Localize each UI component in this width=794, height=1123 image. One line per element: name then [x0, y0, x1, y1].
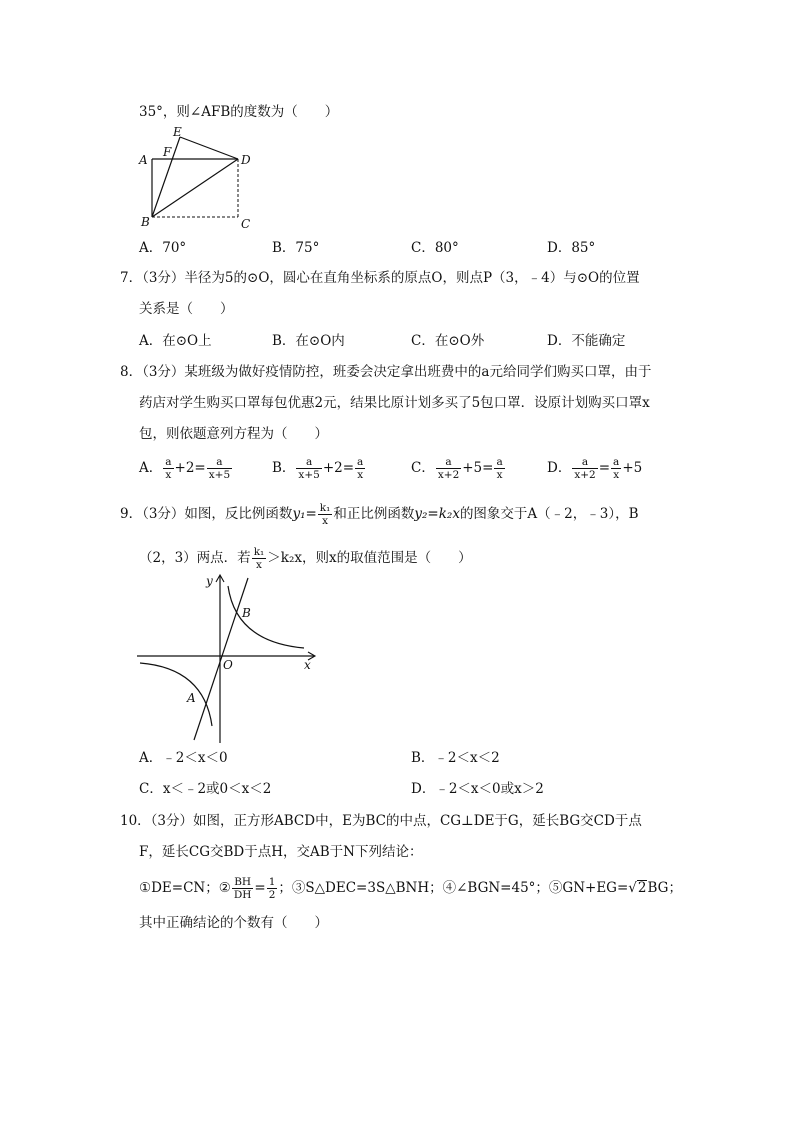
q8-option-d[interactable] — [547, 456, 642, 481]
q8-option-d-frac1 — [572, 456, 597, 481]
q8-option-d-frac2-num: a — [613, 456, 620, 468]
q8-option-a-frac1 — [163, 456, 173, 481]
q10-line4: 其中正确结论的个数有（ ） — [139, 915, 328, 931]
q9-label-x: x — [304, 658, 311, 672]
q9-line1-a: 9．（3分）如图，反比例函数 — [120, 506, 293, 522]
q9-line-y2 — [194, 578, 248, 740]
q9-line1-frac-den: x — [322, 515, 329, 527]
q10-c2-eq: = — [254, 880, 266, 896]
q8-option-c[interactable] — [411, 456, 506, 481]
q8-option-a[interactable] — [139, 456, 233, 481]
q6-option-b[interactable]: B．75° — [272, 240, 320, 256]
q9-line2-frac-den: x — [256, 559, 262, 571]
q10-c2-frac1-den: DH — [233, 889, 252, 901]
q9-label-a: A — [187, 691, 196, 705]
q8-option-d-tail: +5 — [622, 460, 643, 476]
q8-line3: 包，则依题意列方程为（ ） — [139, 426, 328, 442]
q6-option-c[interactable]: C．80° — [411, 240, 459, 256]
q8-option-c-frac1-num: a — [436, 456, 461, 469]
q8-option-a-frac2-num: a — [207, 456, 232, 469]
q9-line1-y1: y₁= — [292, 506, 317, 522]
q9-line2-frac-num: k₁ — [253, 546, 265, 558]
q8-option-d-frac2-den: x — [613, 469, 620, 481]
q8-option-c-frac2 — [494, 456, 504, 481]
q6-label-b: B — [141, 215, 150, 229]
q10-line2: F，延长CG交BD于点H，交AB于N下列结论： — [139, 844, 423, 860]
q7-option-c[interactable]: C．在⊙O外 — [411, 333, 485, 349]
q6-label-c: C — [241, 217, 251, 231]
q10-c2-frac1 — [232, 876, 254, 901]
q10-c2-frac2-den: 2 — [268, 889, 276, 901]
q8-option-a-mid: +2= — [174, 460, 206, 476]
q6-option-d[interactable]: D．85° — [547, 240, 596, 256]
q8-option-b-label: B． — [272, 460, 296, 476]
q10-c5-sqrt: 2 — [637, 880, 647, 896]
q6-segment-bd — [152, 159, 238, 217]
q8-option-a-frac2 — [207, 456, 232, 481]
q10-line1: 10．（3分）如图，正方形ABCD中，E为BC的中点，CG⊥DE于G，延长BG交CD于点 — [120, 813, 642, 829]
q9-line2-b: ＞k₂x，则x的取值范围是（ ） — [267, 550, 472, 566]
q8-option-c-frac2-den: x — [496, 469, 503, 481]
q10-conclusions — [139, 876, 682, 901]
q9-figure — [132, 568, 322, 748]
q8-option-d-frac1-den: x+2 — [574, 469, 596, 481]
q6-label-e: E — [173, 125, 182, 139]
q9-label-y: y — [206, 574, 213, 588]
q9-hyperbola-branch-1 — [228, 586, 304, 648]
q6-option-a[interactable]: A．70° — [139, 240, 187, 256]
q9-option-d[interactable]: D．﹣2＜x＜0或x＞2 — [411, 781, 544, 797]
q8-option-b-frac1-num: a — [296, 456, 321, 469]
q8-option-b-frac1 — [296, 456, 321, 481]
q7-option-d[interactable]: D．不能确定 — [547, 333, 626, 349]
q9-line1-y2: y₂=k₂x — [414, 506, 460, 522]
q6-label-f: F — [163, 145, 172, 159]
q8-option-d-label: D． — [547, 460, 572, 476]
q9-line1 — [120, 502, 639, 527]
q9-line2-a: （2，3）两点．若 — [139, 550, 251, 566]
q7-line1: 7．（3分）半径为5的⊙O，圆心在直角坐标系的原点O，则点P（3，﹣4）与⊙O的位置 — [120, 270, 640, 286]
q9-label-o: O — [223, 658, 233, 672]
q9-label-b: B — [242, 606, 251, 620]
q9-line1-c: 的图象交于A（﹣2，﹣3），B — [459, 506, 639, 522]
q10-c1: ①DE=CN；② — [139, 880, 231, 896]
q9-line1-b: 和正比例函数 — [333, 506, 415, 522]
q6-label-a: A — [139, 153, 148, 167]
q9-option-b[interactable]: B．﹣2＜x＜2 — [411, 750, 500, 766]
q6-segment-ed — [180, 137, 238, 159]
q8-option-a-frac2-den: x+5 — [208, 469, 231, 481]
q8-option-a-label: A． — [139, 460, 163, 476]
q10-c2-frac1-num: BH — [232, 876, 254, 889]
q6-label-d: D — [241, 153, 251, 167]
q8-option-d-frac2 — [611, 456, 621, 481]
q8-option-d-mid: = — [598, 460, 611, 476]
q8-option-b-mid: +2= — [322, 460, 355, 476]
q10-c2-frac2-num: 1 — [268, 876, 276, 888]
q8-option-c-mid: +5= — [462, 460, 494, 476]
q8-line2: 药店对学生购买口罩每包优惠2元，结果比原计划多买了5包口罩．设原计划购买口罩x — [139, 395, 650, 411]
q7-line2: 关系是（ ） — [139, 301, 234, 317]
q7-option-a[interactable]: A．在⊙O上 — [139, 333, 212, 349]
q9-line1-frac — [318, 502, 333, 527]
q9-option-c[interactable]: C．x＜﹣2或0＜x＜2 — [139, 781, 272, 797]
q8-option-a-frac1-den: x — [165, 469, 172, 481]
q8-line1: 8．（3分）某班级为做好疫情防控，班委会决定拿出班费中的a元给同学们购买口罩，由于 — [120, 364, 652, 380]
q8-option-c-frac1 — [436, 456, 461, 481]
q10-c3: ；③S△DEC=3S△BNH；④∠BGN=45°；⑤GN+EG= — [278, 880, 629, 896]
q7-option-b[interactable]: B．在⊙O内 — [272, 333, 345, 349]
q8-option-b-frac1-den: x+5 — [298, 469, 320, 481]
q10-c5-tail: BG； — [647, 880, 682, 896]
q8-option-b-frac2-num: a — [357, 456, 364, 468]
q8-option-b-frac2-den: x — [357, 469, 364, 481]
q8-option-a-frac1-num: a — [165, 456, 172, 468]
q8-option-b-frac2 — [355, 456, 365, 481]
q6-stem-tail: 35°，则∠AFB的度数为（ ） — [139, 104, 339, 120]
q8-option-b[interactable] — [272, 456, 366, 481]
q10-c2-frac2 — [267, 876, 278, 901]
q10-c5-radical: √ — [628, 880, 637, 896]
q8-option-c-frac2-num: a — [496, 456, 503, 468]
q8-option-d-frac1-num: a — [572, 456, 597, 469]
q8-option-c-frac1-den: x+2 — [437, 469, 460, 481]
q9-option-a[interactable]: A．﹣2＜x＜0 — [139, 750, 228, 766]
q9-line1-frac-num: k₁ — [319, 502, 331, 514]
q6-figure — [130, 124, 270, 234]
q8-option-c-label: C． — [411, 460, 435, 476]
